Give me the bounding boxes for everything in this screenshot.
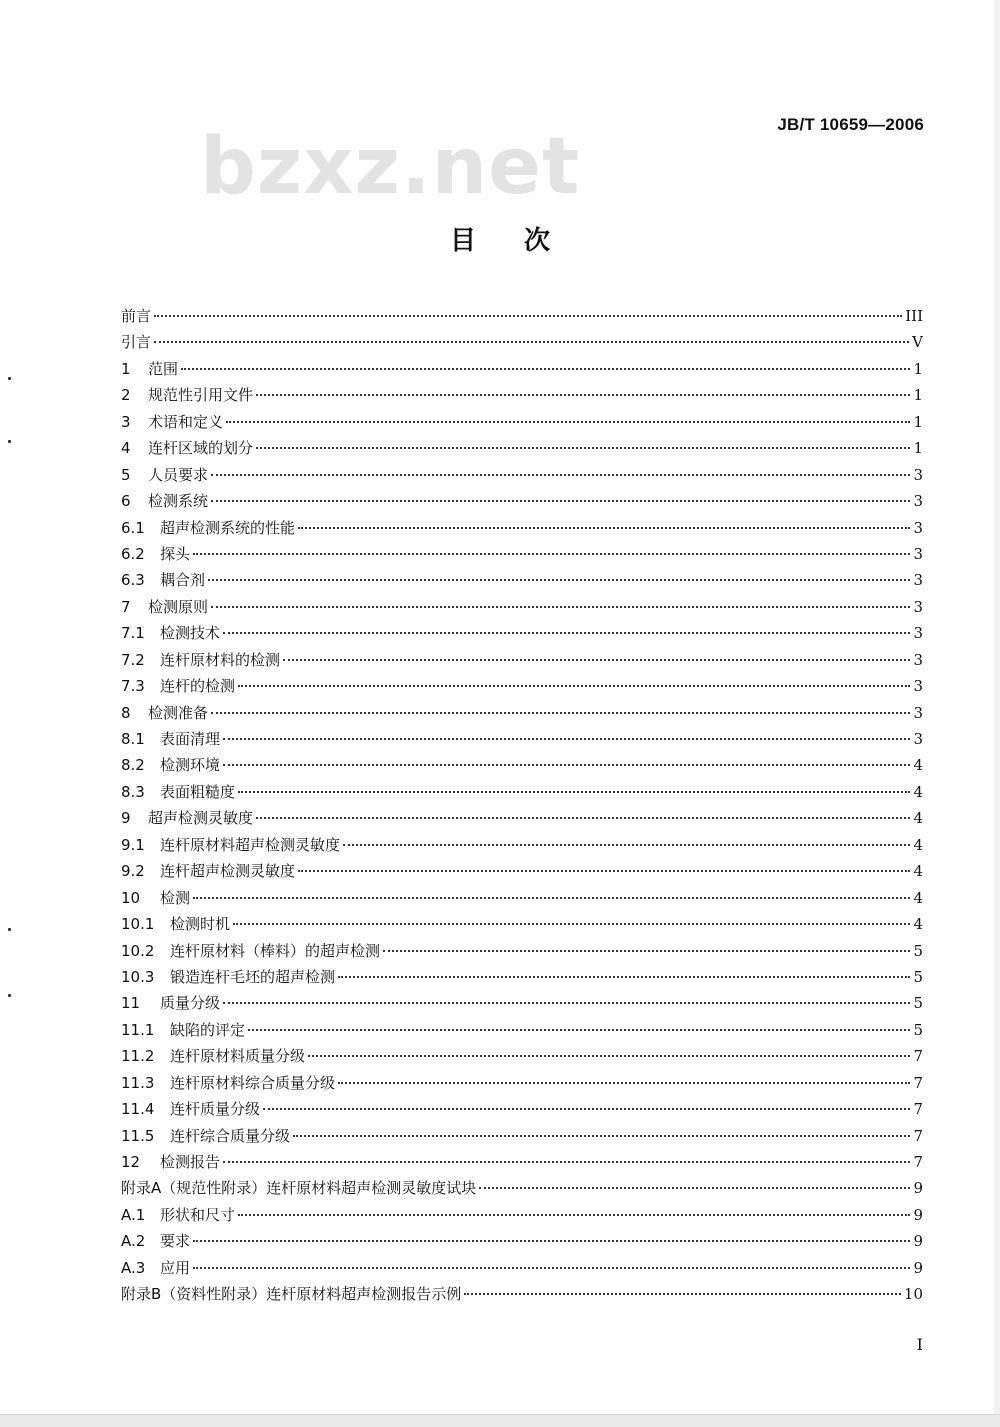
toc-entry <box>121 1123 923 1149</box>
toc-entry-title: 附录B（资料性附录）连杆原材料超声检测报告示例 <box>121 1285 462 1304</box>
toc-entry-title: 连杆区域的划分 <box>148 439 254 458</box>
toc-entry-number: 4 <box>121 439 131 458</box>
toc-entry <box>121 1043 923 1069</box>
toc-entry-page: 9 <box>913 1179 923 1198</box>
toc-dot-leader <box>193 1226 910 1242</box>
toc-entry <box>121 1175 923 1201</box>
toc-entry <box>121 805 923 831</box>
toc-dot-leader <box>238 1200 910 1216</box>
toc-entry-page: 5 <box>913 994 923 1013</box>
toc-entry-number: 8.3 <box>121 782 145 801</box>
toc-dot-leader <box>193 539 910 555</box>
toc-entry-number: 10.2 <box>121 941 155 960</box>
toc-dot-leader <box>223 988 910 1004</box>
toc-dot-leader <box>211 698 910 714</box>
toc-entry-number: A.2 <box>121 1232 146 1251</box>
toc-entry-page: 7 <box>913 1073 923 1092</box>
toc-entry-page: 9 <box>913 1205 923 1224</box>
toc-entry-title: 检测技术 <box>160 624 221 643</box>
toc-entry-title: 检测报告 <box>160 1153 221 1171</box>
toc-entry <box>121 673 923 699</box>
toc-entry-number: 7 <box>121 597 131 616</box>
toc-entry-number: 1 <box>121 359 131 378</box>
toc-entry-title: 前言 <box>121 307 152 325</box>
toc-entry-page: 3 <box>913 492 923 511</box>
toc-entry-page: 3 <box>913 465 923 484</box>
toc-entry-title: 检测 <box>160 888 191 907</box>
toc-entry <box>121 594 923 620</box>
toc-dot-leader <box>208 565 910 581</box>
toc-entry-page: 3 <box>913 544 923 563</box>
toc-entry-page: 3 <box>913 650 923 669</box>
toc-entry-title: 连杆原材料的检测 <box>160 650 281 669</box>
toc-entry <box>121 964 923 990</box>
toc-dot-leader <box>343 830 910 846</box>
toc-entry-page: 5 <box>913 1020 923 1039</box>
toc-entry <box>121 1149 923 1175</box>
toc-entry-number: 10 <box>121 888 141 907</box>
toc-entry <box>121 990 923 1016</box>
toc-entry <box>121 1070 923 1096</box>
toc-dot-leader <box>263 1094 910 1110</box>
toc-entry-page: 3 <box>913 730 923 748</box>
toc-entry <box>121 329 923 355</box>
toc-entry-page: 4 <box>913 782 923 801</box>
scan-speck <box>8 440 11 443</box>
toc-entry <box>121 858 923 884</box>
toc-dot-leader <box>338 1068 910 1084</box>
page-title: 目次 <box>449 226 598 256</box>
toc-dot-leader <box>298 856 910 872</box>
toc-entry-number: 11 <box>121 994 141 1013</box>
toc-entry-page: 1 <box>913 439 923 458</box>
toc-entry-page: 5 <box>913 967 923 986</box>
toc-entry-number: 7.2 <box>121 650 145 669</box>
toc-entry <box>121 938 923 964</box>
toc-entry <box>121 1096 923 1122</box>
toc-entry <box>121 567 923 593</box>
toc-entry-page: 9 <box>913 1232 923 1251</box>
toc-entry-number: 3 <box>121 412 131 431</box>
toc-entry-title: 连杆质量分级 <box>170 1100 261 1119</box>
toc-entry <box>121 647 923 673</box>
toc-entry-page: 7 <box>913 1047 923 1066</box>
toc-entry-page: 3 <box>913 677 923 696</box>
toc-entry <box>121 726 923 752</box>
toc-entry-number: 12 <box>121 1153 141 1171</box>
toc-entry-page: V <box>912 333 923 352</box>
toc-entry-title: 引言 <box>121 333 152 352</box>
toc-entry-page: 3 <box>913 624 923 643</box>
toc-entry-page: 4 <box>913 888 923 907</box>
toc-entry <box>121 382 923 408</box>
toc-dot-leader <box>298 513 910 529</box>
toc-dot-leader <box>211 486 910 502</box>
toc-entry-number: 7.3 <box>121 677 145 696</box>
toc-entry-title: 附录A（规范性附录）连杆原材料超声检测灵敏度试块 <box>121 1179 477 1198</box>
toc-entry-title: 连杆原材料（棒料）的超声检测 <box>170 941 381 960</box>
toc-dot-leader <box>308 1041 910 1057</box>
toc-entry <box>121 752 923 778</box>
toc-entry-number: 6.2 <box>121 544 145 563</box>
toc-entry-title: 形状和尺寸 <box>160 1205 236 1224</box>
toc-entry-page: 4 <box>913 809 923 828</box>
toc-entry-title: 检测环境 <box>160 756 221 775</box>
page-number: I <box>916 1335 923 1354</box>
toc-entry-number: 8.1 <box>121 730 145 748</box>
toc-dot-leader <box>238 777 910 793</box>
toc-entry-number: 9.1 <box>121 835 145 854</box>
toc-entry-page: 4 <box>913 835 923 854</box>
toc-entry-page: 3 <box>913 597 923 616</box>
toc-entry-number: 6 <box>121 492 131 511</box>
toc-dot-leader <box>181 354 910 370</box>
toc-entry-page: 4 <box>913 915 923 934</box>
toc-entry-number: A.1 <box>121 1205 146 1224</box>
toc-entry <box>121 541 923 567</box>
toc-entry <box>121 356 923 382</box>
toc-dot-leader <box>256 380 910 396</box>
toc-entry-number: 9 <box>121 809 131 828</box>
toc-entry-number: 5 <box>121 465 131 484</box>
toc-entry-title: 连杆的检测 <box>160 677 236 696</box>
toc-entry-page: 7 <box>913 1100 923 1119</box>
toc-entry <box>121 515 923 541</box>
toc-dot-leader <box>223 1147 910 1163</box>
toc-dot-leader <box>338 962 910 978</box>
toc-entry <box>121 435 923 461</box>
toc-entry-title: 连杆原材料质量分级 <box>170 1047 306 1066</box>
toc-dot-leader <box>154 327 909 343</box>
toc-dot-leader <box>211 592 910 608</box>
scan-edge-bottom <box>0 1414 1000 1427</box>
watermark-text: bzxz.net <box>200 122 581 212</box>
toc-dot-leader <box>223 750 910 766</box>
toc-entry-number: 11.1 <box>121 1020 155 1039</box>
toc-entry <box>121 462 923 488</box>
toc-entry <box>121 1281 923 1307</box>
toc-entry-page: 1 <box>913 386 923 405</box>
toc-dot-leader <box>233 909 910 925</box>
toc-entry-title: 连杆原材料综合质量分级 <box>170 1073 336 1092</box>
toc-entry <box>121 620 923 646</box>
toc-entry-page: 10 <box>903 1285 923 1304</box>
toc-dot-leader <box>226 407 910 423</box>
toc-entry-number: 9.2 <box>121 862 145 881</box>
toc-dot-leader <box>223 724 910 740</box>
toc-entry <box>121 1228 923 1254</box>
toc-dot-leader <box>293 1121 910 1137</box>
toc-entry <box>121 303 923 329</box>
toc-entry-page: 1 <box>913 359 923 378</box>
toc-entry-page: 3 <box>913 571 923 590</box>
toc-entry-title: 要求 <box>160 1232 191 1251</box>
toc-dot-leader <box>223 618 910 634</box>
toc-entry <box>121 779 923 805</box>
toc-entry-number: 8 <box>121 703 131 722</box>
toc-entry-title: 检测原则 <box>148 597 209 616</box>
toc-entry-page: 7 <box>913 1153 923 1171</box>
toc-entry-number: 10.3 <box>121 967 155 986</box>
toc-dot-leader <box>248 1015 910 1031</box>
scan-speck <box>8 994 11 997</box>
toc-entry-page: 5 <box>913 941 923 960</box>
toc-entry-page: 7 <box>913 1126 923 1145</box>
toc-dot-leader <box>283 645 910 661</box>
toc-entry <box>121 409 923 435</box>
toc-entry-page: 9 <box>913 1258 923 1277</box>
toc-entry-number: 11.3 <box>121 1073 155 1092</box>
toc-entry-title: 检测时机 <box>170 915 231 934</box>
toc-entry-number: 10.1 <box>121 915 155 934</box>
scan-edge-right <box>994 0 1000 1415</box>
toc-dot-leader <box>193 1253 910 1269</box>
toc-entry-number: 6.1 <box>121 518 145 537</box>
scan-speck <box>8 928 11 931</box>
toc-entry-title: 表面清理 <box>160 730 221 748</box>
toc-entry-number: 11.5 <box>121 1126 155 1145</box>
toc-entry-title: 超声检测系统的性能 <box>160 518 296 537</box>
toc-entry <box>121 1202 923 1228</box>
toc-dot-leader <box>479 1173 910 1189</box>
toc-entry-title: 术语和定义 <box>148 412 224 431</box>
table-of-contents <box>121 303 923 1308</box>
toc-dot-leader <box>256 803 910 819</box>
toc-entry-title: 缺陷的评定 <box>170 1020 246 1039</box>
toc-entry-title: 探头 <box>160 544 191 563</box>
toc-entry-title: 连杆超声检测灵敏度 <box>160 862 296 881</box>
toc-entry-page: 1 <box>913 412 923 431</box>
toc-entry <box>121 488 923 514</box>
toc-entry-title: 质量分级 <box>160 994 221 1013</box>
standard-code: JB/T 10659—2006 <box>777 115 924 134</box>
toc-entry <box>121 1017 923 1043</box>
toc-entry-title: 连杆综合质量分级 <box>170 1126 291 1145</box>
toc-entry-number: 2 <box>121 386 131 405</box>
toc-entry-title: 人员要求 <box>148 465 209 484</box>
toc-dot-leader <box>383 936 910 952</box>
toc-entry-title: 规范性引用文件 <box>148 386 254 405</box>
toc-entry-page: 3 <box>913 703 923 722</box>
scan-speck <box>8 377 11 380</box>
toc-dot-leader <box>238 671 910 687</box>
toc-entry-number: 11.4 <box>121 1100 155 1119</box>
toc-entry-page: 4 <box>913 756 923 775</box>
toc-entry-number: 8.2 <box>121 756 145 775</box>
toc-entry-title: 连杆原材料超声检测灵敏度 <box>160 835 341 854</box>
toc-dot-leader <box>464 1279 901 1295</box>
toc-dot-leader <box>256 433 910 449</box>
toc-entry-title: 超声检测灵敏度 <box>148 809 254 828</box>
toc-entry <box>121 1255 923 1281</box>
toc-dot-leader <box>211 460 910 476</box>
toc-entry-number: 7.1 <box>121 624 145 643</box>
toc-dot-leader <box>193 883 910 899</box>
toc-dot-leader <box>154 301 902 317</box>
toc-entry-title: 表面粗糙度 <box>160 782 236 801</box>
toc-entry-page: 3 <box>913 518 923 537</box>
toc-entry-title: 应用 <box>160 1258 191 1277</box>
toc-entry-number: A.3 <box>121 1258 146 1277</box>
toc-entry <box>121 832 923 858</box>
toc-entry <box>121 700 923 726</box>
toc-entry-title: 检测准备 <box>148 703 209 722</box>
toc-entry-title: 锻造连杆毛坯的超声检测 <box>170 967 336 986</box>
toc-entry <box>121 911 923 937</box>
toc-entry-page: 4 <box>913 862 923 881</box>
toc-entry-number: 11.2 <box>121 1047 155 1066</box>
toc-entry-page: III <box>905 307 923 325</box>
toc-entry-title: 耦合剂 <box>160 571 206 590</box>
toc-entry-title: 范围 <box>148 359 179 378</box>
toc-entry <box>121 885 923 911</box>
toc-entry-number: 6.3 <box>121 571 145 590</box>
toc-entry-title: 检测系统 <box>148 492 209 511</box>
